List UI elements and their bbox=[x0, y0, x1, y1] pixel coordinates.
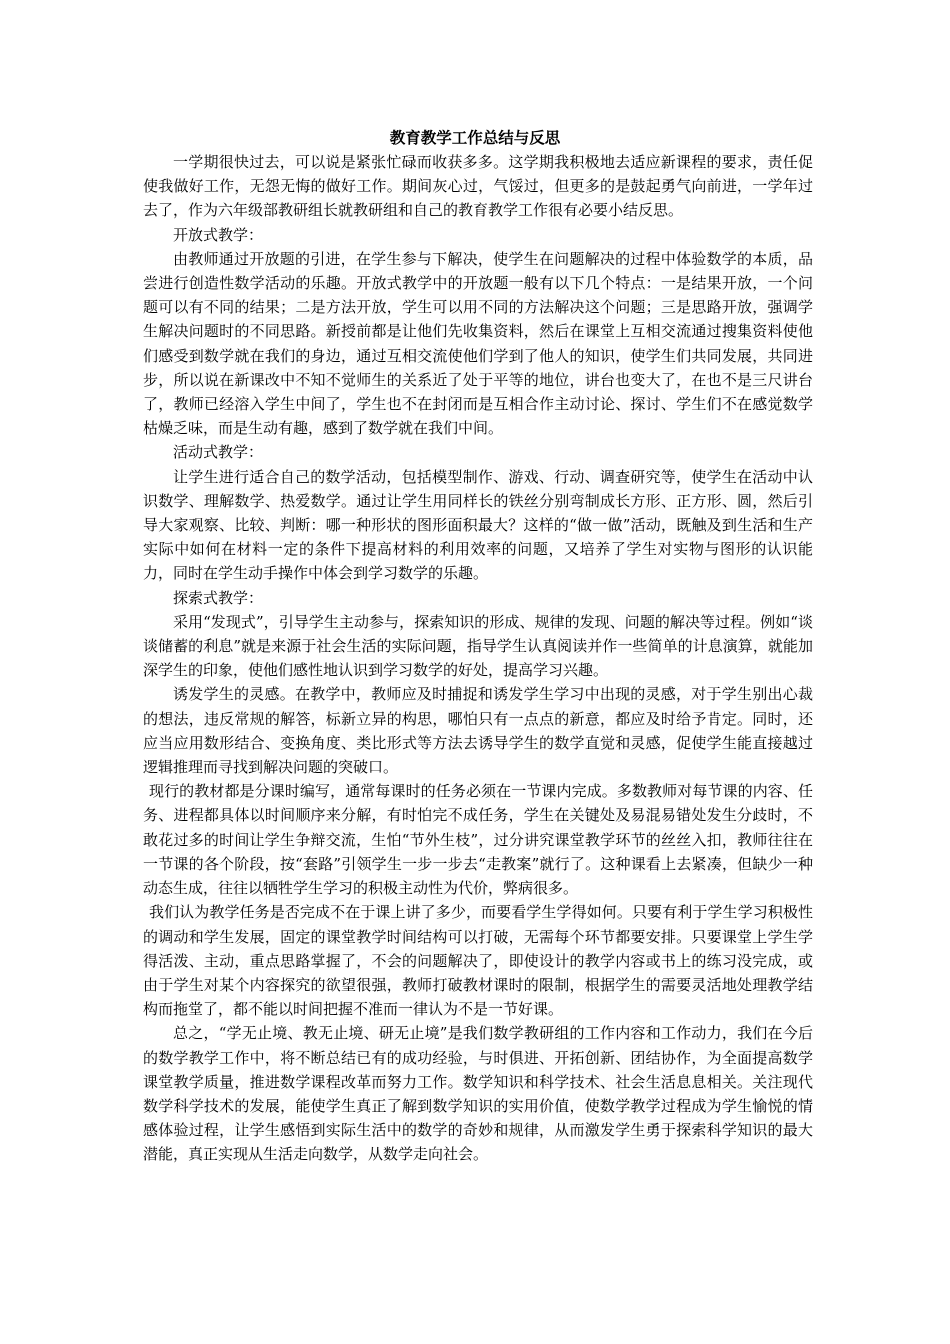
heading-open-teaching: 开放式教学： bbox=[173, 225, 264, 244]
paragraph-textbook: 现行的教材都是分课时编写，通常每课时的任务必须在一节课内完成。多数教师对每节课的内容、任务、进程都具体以时间顺序来分解，有时怕完不成任务，学生在关键处及易混易错处发生分歧时，不敢花过多的时间让学生争辩交流，生怕“节外生枝”，过分讲究课堂教学环节的丝丝入扣，教师往往在一节课的各个阶段，按“套路”引领学生一步一步去“走教案”就行了。这种课看上去紧凑，但缺少一种动态生成，往往以牺牲学生学习的积极主动性为代价，弊病很多。 bbox=[143, 782, 813, 898]
document-title: 教育教学工作总结与反思 bbox=[389, 129, 561, 147]
paragraph-activity-teaching: 让学生进行适合自己的数学活动，包括模型制作、游戏、行动、调查研究等，使学生在活动中认识数学、理解数学、热爱数学。通过让学生用同样长的铁丝分别弯制成长方形、正方形、圆，然后引导大家观察、比较、判断：哪一种形状的图形面积最大？这样的“做一做”活动，既触及到生活和生产实际中如何在材料一定的条件下提高材料的利用效率的问题，又培养了学生对实物与图形的认识能力，同时在学生动手操作中体会到学习数学的乐趣。 bbox=[143, 467, 813, 583]
heading-activity-teaching: 活动式教学： bbox=[173, 443, 264, 462]
paragraph-intro: 一学期很快过去，可以说是紧张忙碌而收获多多。这学期我积极地去适应新课程的要求，责任促使我做好工作，无怨无悔的做好工作。期间灰心过，气馁过，但更多的是鼓起勇气向前进，一学年过去了，作为六年级部教研组长就教研组和自己的教育教学工作很有必要小结反思。 bbox=[143, 153, 813, 220]
paragraph-conclusion: 总之，“学无止境、教无止境、研无止境”是我们数学教研组的工作内容和工作动力，我们在今后的数学教学工作中，将不断总结已有的成功经验，与时俱进、开拓创新、团结协作，为全面提高数学课堂教学质量，推进数学课程改革而努力工作。数学知识和科学技术、社会生活息息相关。关注现代数学科学技术的发展，能使学生真正了解到数学知识的实用价值，使数学教学过程成为学生愉悦的情感体验过程，让学生感悟到实际生活中的数学的奇妙和规律，从而激发学生勇于探索科学知识的最大潜能，真正实现从生活走向数学，从数学走向社会。 bbox=[143, 1024, 813, 1164]
paragraph-inspiration: 诱发学生的灵感。在教学中，教师应及时捕捉和诱发学生学习中出现的灵感，对于学生别出心裁的想法，违反常规的解答，标新立异的构思，哪怕只有一点点的新意，都应及时给予肯定。同时，还应当应用数形结合、变换角度、类比形式等方法去诱导学生的数学直觉和灵感，促使学生能直接越过逻辑推理而寻找到解决问题的突破口。 bbox=[143, 685, 813, 777]
paragraph-open-teaching: 由教师通过开放题的引进，在学生参与下解决，使学生在问题解决的过程中体验数学的本质，品尝进行创造性数学活动的乐趣。开放式教学中的开放题一般有以下几个特点：一是结果开放，一个问题可以有不同的结果；二是方法开放，学生可以用不同的方法解决这个问题；三是思路开放，强调学生解决问题时的不同思路。新授前都是让他们先收集资料，然后在课堂上互相交流通过搜集资料使他们感受到数学就在我们的身边，通过互相交流使他们学到了他人的知识，使学生们共同发展，共同进步，所以说在新课改中不知不觉师生的关系近了处于平等的地位，讲台也变大了，在也不是三尺讲台了，教师已经溶入学生中间了，学生也不在封闭而是互相合作主动讨论、探讨、学生们不在感觉数学枯燥乏味，而是生动有趣，感到了数学就在我们中间。 bbox=[143, 249, 813, 438]
paragraph-exploration-teaching: 采用“发现式”，引导学生主动参与，探索知识的形成、规律的发现、问题的解决等过程。例如“谈谈储蓄的利息”就是来源于社会生活的实际问题，指导学生认真阅读并作一些简单的计息演算，就能加深学生的印象，使他们感性地认识到学习数学的好处，提高学习兴趣。 bbox=[143, 612, 813, 680]
heading-exploration-teaching: 探索式教学： bbox=[173, 588, 264, 607]
document-body bbox=[143, 150, 813, 1167]
paragraph-task-completion: 我们认为教学任务是否完成不在于课上讲了多少，而要看学生学得如何。只要有利于学生学习积极性的调动和学生发展，固定的课堂教学时间结构可以打破，无需每个环节都要安排。只要课堂上学生学得活泼、主动，重点思路掌握了，不会的问题解决了，即使设计的教学内容或书上的练习没完成，或由于学生对某个内容探究的欲望很强，教师打破教材课时的限制，根据学生的需要灵活地处理教学结构而拖堂了，都不能以时间把握不准而一律认为不是一节好课。 bbox=[143, 903, 813, 1019]
